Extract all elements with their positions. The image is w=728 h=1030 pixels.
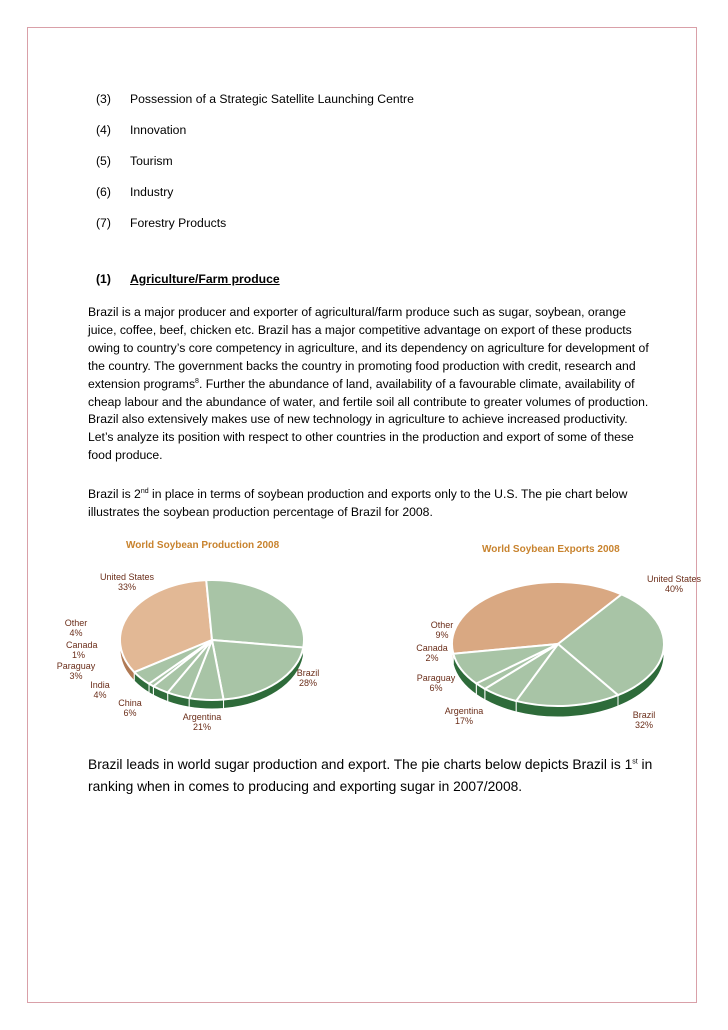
list-item-number: (3) (96, 92, 111, 106)
slice-value-2: 17% (454, 716, 474, 726)
slice-label-1: Brazil (296, 668, 320, 678)
slice-value-5: 3% (69, 671, 83, 681)
paragraph-text: Brazil leads in world sugar production and export. The pie charts below depicts Brazil is 1 (88, 757, 633, 772)
slice-label-2: Argentina (444, 706, 484, 716)
list-item (96, 92, 414, 106)
paragraph-text: Brazil is 2 (88, 487, 141, 501)
slice-label-6: Canada (66, 640, 98, 650)
slice-label-3: China (118, 698, 142, 708)
list-item-text: Industry (130, 185, 174, 199)
section-heading (96, 272, 280, 286)
slice-label-7: Other (64, 618, 88, 628)
list-item-number: (6) (96, 185, 111, 199)
list-item-text: Forestry Products (130, 216, 227, 230)
list-item-text: Innovation (130, 123, 187, 137)
footnote-ref: 8 (195, 377, 199, 385)
paragraph-sugar (88, 754, 656, 798)
paragraph-text: . Further the abundance of land, availability of a favourable climate, availability of cheap labour and the abundance of water, and fertile soil all contribute to greater volumes of production. Brazil also extensively makes use of new technology in agriculture to achieve increased productivity. Let’s analyze its position with respect to other countries in the production and export of some of these food produce. (88, 376, 649, 463)
slice-label-4: Canada (416, 643, 448, 653)
slice-label-1: Brazil (632, 710, 656, 720)
slice-value-7: 4% (69, 628, 83, 638)
paragraph-text: in ranking when in comes to producing and exporting sugar in 2007/2008. (88, 757, 653, 794)
paragraph-soybean (88, 486, 656, 522)
ordinal-suffix: st (632, 758, 638, 766)
list-item-text: Tourism (130, 154, 173, 168)
slice-value-1: 32% (634, 720, 654, 730)
slice-label-0: United States (99, 572, 155, 582)
slice-label-4: India (90, 680, 110, 690)
section-number: (1) (96, 272, 111, 286)
list-item (96, 185, 173, 199)
slice-value-6: 1% (72, 650, 86, 660)
list-item-number: (5) (96, 154, 111, 168)
list-item (96, 216, 226, 230)
list-item-text: Possession of a Strategic Satellite Launching Centre (130, 92, 414, 106)
slice-value-0: 33% (117, 582, 137, 592)
chart-title: World Soybean Production 2008 (126, 540, 280, 551)
list-item (96, 154, 173, 168)
slice-value-3: 6% (429, 683, 443, 693)
slice-value-1: 28% (298, 678, 318, 688)
slice-label-5: Other (430, 620, 454, 630)
slice-value-3: 6% (123, 708, 137, 718)
list-item-number: (4) (96, 123, 111, 137)
slice-label-2: Argentina (182, 712, 222, 722)
slice-value-5: 9% (435, 630, 449, 640)
slice-value-0: 40% (664, 584, 684, 594)
slice-label-5: Paraguay (56, 661, 96, 671)
slice-value-4: 4% (93, 690, 107, 700)
slice-label-3: Paraguay (416, 673, 456, 683)
pie-slice-2 (212, 640, 303, 700)
slice-value-2: 21% (192, 722, 212, 732)
pie-chart-soybean-exports (392, 536, 702, 736)
pie-chart-soybean-production (56, 536, 340, 736)
slice-value-4: 2% (425, 653, 439, 663)
slice-label-0: United States (646, 574, 702, 584)
paragraph-text: Brazil is a major producer and exporter of agricultural/farm produce such as sugar, soybean, orange juice, coffee, beef, chicken etc. Brazil has a major competitive advantage on export of these products owing to country’s core competency in agriculture, and its dependency on agriculture for development of the country. The government backs the country in promoting food production with credit, research and extension programs (88, 305, 649, 391)
paragraph-text: in place in terms of soybean production and exports only to the U.S. The pie chart below illustrates the soybean production percentage of Brazil for 2008. (88, 487, 628, 519)
list-item (96, 123, 186, 137)
list-item-number: (7) (96, 216, 111, 230)
ordinal-suffix: nd (140, 487, 149, 495)
section-title: Agriculture/Farm produce (130, 272, 280, 286)
paragraph-agriculture (88, 304, 656, 465)
pie-slice-1 (206, 580, 304, 648)
chart-title: World Soybean Exports 2008 (482, 544, 620, 555)
